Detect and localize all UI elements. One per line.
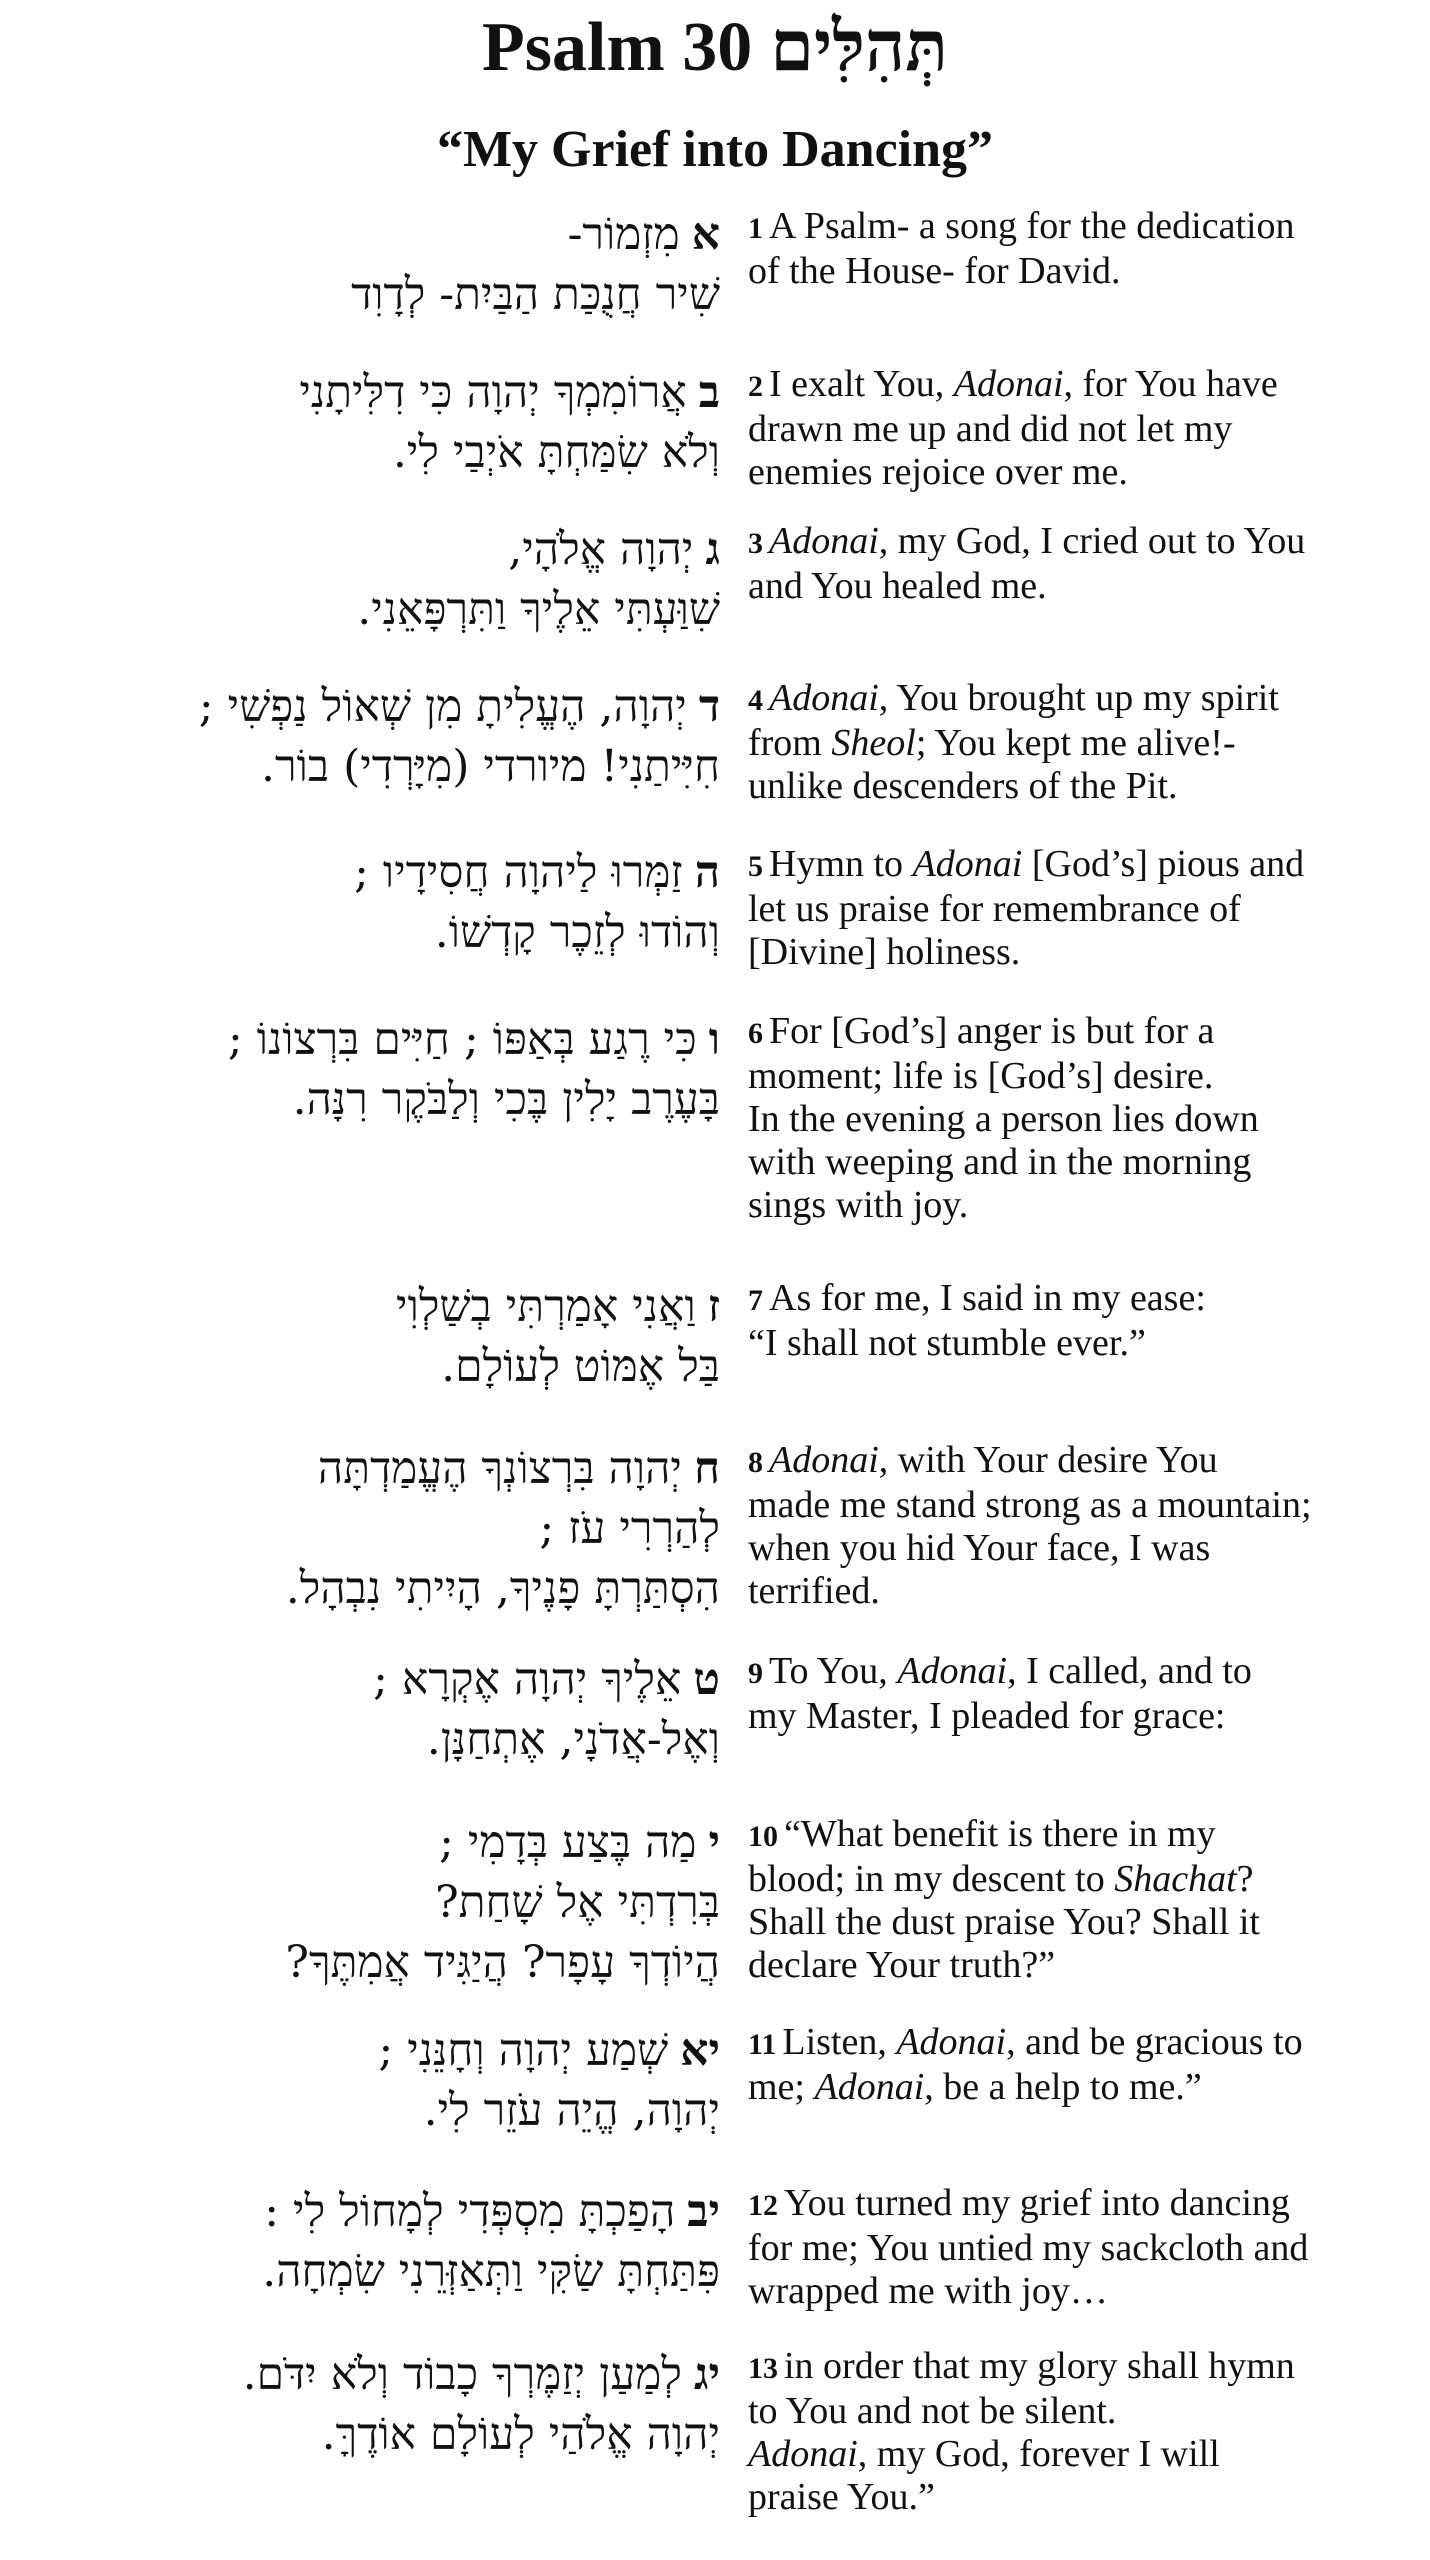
hebrew-verse <box>20 205 720 325</box>
hebrew-verse <box>20 2021 720 2141</box>
hebrew-line: יאשְׁמַע יְהוָה וְחָנֵּנִי ; <box>378 2025 720 2076</box>
hebrew-line: שִׁיר חֲנֻכַּת הַבַּיִת- לְדָוִד <box>351 269 720 320</box>
hebrew-verse <box>20 843 720 963</box>
hebrew-verse-number: ד <box>698 681 720 732</box>
english-line: 1 A Psalm- a song for the dedication <box>748 205 1295 247</box>
hebrew-verse <box>20 2182 720 2302</box>
hebrew-line: פִּתַּחְתָּ שַׂקִּי וַתְּאַזְּרֵנִי שִׂמְחָה. <box>262 2246 720 2297</box>
hebrew-line: וכִּי רֶגַע בְּאַפּוֹ ; חַיִּים בִּרְצוֹנוֹ ; <box>227 1014 720 1065</box>
hebrew-line: יְהוָה, הֱיֵה עֹזֵר לִי. <box>423 2085 720 2136</box>
hebrew-line: שִׁוַּעְתִּי אֵלֶיךָ וַתִּרְפָּאֵנִי. <box>357 584 720 635</box>
english-line: let us praise for remembrance of <box>748 888 1241 930</box>
title-english: Psalm 30 <box>482 9 753 86</box>
hebrew-verse <box>20 1650 720 1770</box>
english-line: blood; in my descent to Shachat? <box>748 1858 1254 1900</box>
english-verse-number: 3 <box>748 527 763 560</box>
hebrew-line: וְלֹא שִׂמַּחְתָּ אֹיְבַי לִי. <box>392 427 720 478</box>
english-line: my Master, I pleaded for grace: <box>748 1695 1226 1737</box>
english-line: In the evening a person lies down <box>748 1098 1259 1140</box>
hebrew-line: ימַה בֶּצַע בְּדָמִי ; <box>439 1817 720 1868</box>
hebrew-verse <box>20 677 720 797</box>
hebrew-verse <box>20 1439 720 1619</box>
english-verse <box>748 520 1418 608</box>
hebrew-line: טאֵלֶיךָ יְהוָה אֶקְרָא ; <box>373 1654 720 1705</box>
hebrew-verse-number: יב <box>687 2186 720 2237</box>
hebrew-line: בָּעֶרֶב יָלִין בֶּכִי וְלַבֹּקֶר רִנָּה. <box>292 1074 720 1125</box>
english-verse <box>748 2345 1418 2519</box>
english-line: from Sheol; You kept me alive!- <box>748 722 1236 764</box>
english-verse <box>748 2021 1418 2109</box>
hebrew-verse-number: ו <box>708 1014 720 1065</box>
english-line: enemies rejoice over me. <box>748 451 1128 493</box>
english-line: of the House- for David. <box>748 250 1121 292</box>
hebrew-line: אמִזְמוֹר- <box>567 209 720 260</box>
english-verse-number: 8 <box>748 1446 763 1479</box>
english-line: terrified. <box>748 1570 880 1612</box>
english-verse-number: 5 <box>748 850 763 883</box>
english-line: Shall the dust praise You? Shall it <box>748 1901 1260 1943</box>
english-verse-number: 6 <box>748 1017 763 1050</box>
title-hebrew: תְּהִלִּים <box>770 9 948 86</box>
hebrew-line: בְּרִדְתִּי אֶל שָׁחַת? <box>435 1877 720 1928</box>
english-line: declare Your truth?” <box>748 1944 1056 1986</box>
hebrew-verse-number: ה <box>694 847 720 898</box>
english-verse-number: 4 <box>748 684 763 717</box>
hebrew-line: הִסְתַּרְתָּ פָנֶיךָ, הָיִיתִי נִבְהָל. <box>285 1563 720 1614</box>
hebrew-line: הזַמְּרוּ לַיהוָה חֲסִידָיו ; <box>354 847 720 898</box>
english-verse-number: 12 <box>748 2189 778 2222</box>
english-verse <box>748 1010 1418 1227</box>
hebrew-verse-number: ב <box>698 367 720 418</box>
hebrew-line: גיְהוָה אֱלֹהָי, <box>508 524 720 575</box>
hebrew-verse <box>20 1010 720 1130</box>
english-line: 3 Adonai, my God, I cried out to You <box>748 520 1306 562</box>
page-title <box>0 8 1430 88</box>
english-line: 7 As for me, I said in my ease: <box>748 1277 1206 1319</box>
hebrew-line: לְהַרְרִי עֹז ; <box>539 1503 720 1554</box>
english-line: with weeping and in the morning <box>748 1141 1252 1183</box>
hebrew-verse <box>20 1813 720 1993</box>
hebrew-line: יבהָפַכְתָּ מִסְפְּדִי לְמָחוֹל לִי : <box>264 2186 720 2237</box>
english-line: praise You.” <box>748 2476 935 2518</box>
english-line: “I shall not stumble ever.” <box>748 1322 1146 1364</box>
english-verse-number: 11 <box>748 2028 777 2061</box>
english-line: 4 Adonai, You brought up my spirit <box>748 677 1279 719</box>
english-line: 9 To You, Adonai, I called, and to <box>748 1650 1252 1692</box>
hebrew-verse-number: ט <box>693 1654 720 1705</box>
hebrew-line: וְאֶל-אֲדֹנָי, אֶתְחַנָּן. <box>426 1714 720 1765</box>
english-line: 2 I exalt You, Adonai, for You have <box>748 363 1278 405</box>
english-line: 10 “What benefit is there in my <box>748 1813 1216 1855</box>
hebrew-line: הֲיוֹדְךָ עָפָר? הֲיַגִּיד אֲמִתֶּךָ? <box>285 1937 720 1988</box>
hebrew-line: באֲרוֹמִמְךָ יְהוָה כִּי דִלִּיתָנִי <box>299 367 720 418</box>
english-line: 8 Adonai, with Your desire You <box>748 1439 1218 1481</box>
english-line: sings with joy. <box>748 1184 969 1226</box>
english-line: to You and not be silent. <box>748 2390 1117 2432</box>
hebrew-verse <box>20 520 720 640</box>
english-verse-number: 2 <box>748 370 763 403</box>
english-line: [Divine] holiness. <box>748 931 1021 973</box>
english-line: unlike descenders of the Pit. <box>748 765 1178 807</box>
english-verse-number: 10 <box>748 1820 778 1853</box>
hebrew-line: חיְהוָה בִּרְצוֹנְךָ הֶעֱמַדְתָּה <box>317 1443 720 1494</box>
hebrew-verse-number: יא <box>680 2025 720 2076</box>
english-line: wrapped me with joy… <box>748 2270 1108 2312</box>
english-line: and You healed me. <box>748 565 1047 607</box>
hebrew-verse-number: ח <box>693 1443 720 1494</box>
english-verse-number: 1 <box>748 212 763 245</box>
english-verse <box>748 2182 1418 2313</box>
hebrew-verse <box>20 1277 720 1397</box>
english-verse <box>748 1439 1418 1613</box>
english-verse <box>748 677 1418 808</box>
english-line: me; Adonai, be a help to me.” <box>748 2066 1202 2108</box>
english-line: 13 in order that my glory shall hymn <box>748 2345 1295 2387</box>
page-subtitle: “My Grief into Dancing” <box>436 121 994 178</box>
english-verse <box>748 843 1418 974</box>
english-line: 5 Hymn to Adonai [God’s] pious and <box>748 843 1305 885</box>
hebrew-line: בַּל אֶמּוֹט לְעוֹלָם. <box>441 1341 720 1392</box>
english-line: made me stand strong as a mountain; <box>748 1484 1312 1526</box>
hebrew-line: יגלְמַעַן יְזַמֶּרְךָ כָבוֹד וְלֹא יִדֹּם. <box>242 2349 720 2400</box>
english-line: for me; You untied my sackcloth and <box>748 2227 1309 2269</box>
english-line: drawn me up and did not let my <box>748 408 1233 450</box>
english-line: moment; life is [God’s] desire. <box>748 1055 1214 1097</box>
english-verse <box>748 205 1418 293</box>
hebrew-line: דיְהוָה, הֶעֱלִיתָ מִן שְׁאוֹל נַפְשִׁי ; <box>198 681 720 732</box>
english-line: Adonai, my God, forever I will <box>748 2433 1220 2475</box>
english-line: 12 You turned my grief into dancing <box>748 2182 1290 2224</box>
hebrew-verse-number: ג <box>705 524 720 575</box>
english-line: 6 For [God’s] anger is but for a <box>748 1010 1215 1052</box>
english-verse <box>748 1813 1418 1987</box>
english-verse-number: 13 <box>748 2352 778 2385</box>
english-line: 11 Listen, Adonai, and be gracious to <box>748 2021 1303 2063</box>
hebrew-verse-number: י <box>708 1817 720 1868</box>
hebrew-verse <box>20 2345 720 2465</box>
english-verse-number: 9 <box>748 1657 763 1690</box>
english-verse <box>748 1650 1418 1738</box>
hebrew-verse-number: א <box>691 209 720 260</box>
english-verse-number: 7 <box>748 1284 763 1317</box>
hebrew-line: זוַאֲנִי אָמַרְתִּי בְשַׁלְוִי <box>396 1281 720 1332</box>
hebrew-verse <box>20 363 720 483</box>
hebrew-verse-number: יג <box>693 2349 720 2400</box>
hebrew-line: וְהוֹדוּ לְזֵכֶר קָדְשׁוֹ. <box>434 907 720 958</box>
english-verse <box>748 1277 1418 1365</box>
english-line: when you hid Your face, I was <box>748 1527 1211 1569</box>
hebrew-line: יְהוָה אֱלֹהַי לְעוֹלָם אוֹדֶךָּ. <box>321 2409 720 2460</box>
hebrew-line: חִיִּיתַנִי! מיורדי (מִיָּרְדִי) בוֹר. <box>261 741 720 792</box>
hebrew-verse-number: ז <box>707 1281 720 1332</box>
english-verse <box>748 363 1418 494</box>
